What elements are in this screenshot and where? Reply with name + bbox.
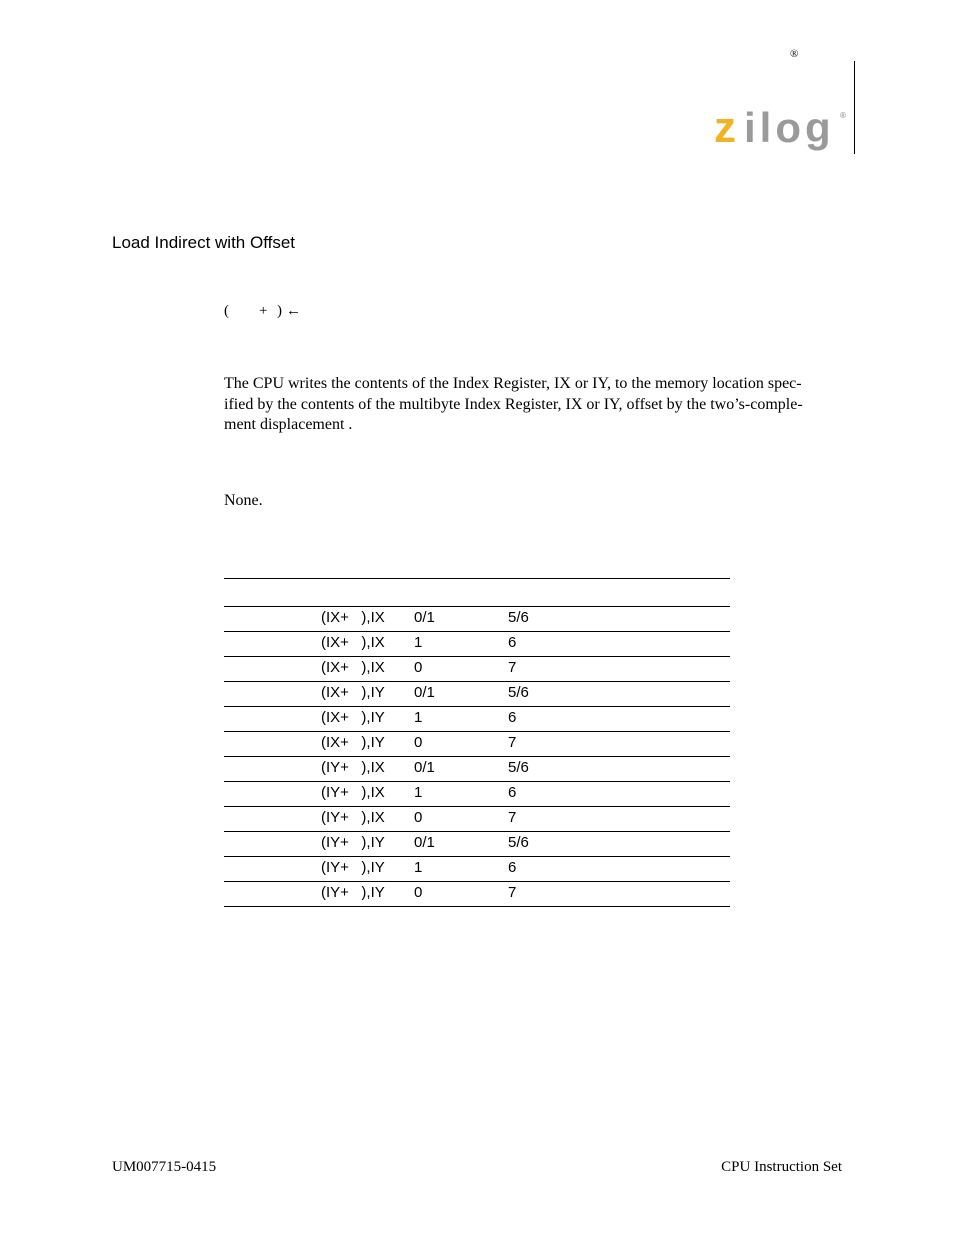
value-cell: 7 xyxy=(508,659,517,676)
table-row xyxy=(224,632,730,657)
value-cell: 0/1 xyxy=(414,834,435,851)
value-cell: 6 xyxy=(508,634,517,651)
table-row xyxy=(224,757,730,782)
value-cell: 6 xyxy=(508,709,517,726)
operand-cell: (IX+ ),IY xyxy=(321,684,385,701)
table-row xyxy=(224,607,730,632)
logo-registered: ® xyxy=(840,111,846,120)
zilog-logo xyxy=(714,104,848,158)
operation-arrow: ← xyxy=(286,303,301,319)
table-row xyxy=(224,707,730,732)
table-row xyxy=(224,732,730,757)
operand-cell: (IX+ ),IY xyxy=(321,709,385,726)
operand-cell: (IY+ ),IX xyxy=(321,784,385,801)
value-cell: 5/6 xyxy=(508,759,529,776)
table-row xyxy=(224,857,730,882)
operand-cell: (IY+ ),IY xyxy=(321,859,385,876)
value-cell: 0/1 xyxy=(414,684,435,701)
description-line: The CPU writes the contents of the Index Register, IX or IY, to the memory location spec- xyxy=(224,375,802,392)
operand-cell: (IY+ ),IX xyxy=(321,759,385,776)
value-cell: 1 xyxy=(414,709,423,726)
operation-open-paren: ( xyxy=(224,303,229,319)
value-cell: 0 xyxy=(414,734,423,751)
value-cell: 0 xyxy=(414,659,423,676)
value-cell: 0/1 xyxy=(414,759,435,776)
value-cell: 1 xyxy=(414,634,423,651)
value-cell: 0 xyxy=(414,809,423,826)
description-paragraph xyxy=(224,374,844,436)
table-row xyxy=(224,832,730,857)
value-cell: 1 xyxy=(414,784,423,801)
section-title: Load Indirect with Offset xyxy=(112,233,296,252)
footer-doc-id: UM007715-0415 xyxy=(112,1159,217,1175)
operand-cell: (IX+ ),IX xyxy=(321,609,385,626)
description-line: ment displacement . xyxy=(224,416,353,433)
table-row xyxy=(224,807,730,832)
operand-cell: (IX+ ),IY xyxy=(321,734,385,751)
operand-cell: (IX+ ),IX xyxy=(321,634,385,651)
logo-z: z xyxy=(714,104,736,152)
value-cell: 6 xyxy=(508,784,517,801)
registered-mark: ® xyxy=(790,48,799,60)
footer-section-name: CPU Instruction Set xyxy=(721,1159,842,1175)
value-cell: 5/6 xyxy=(508,609,529,626)
value-cell: 0 xyxy=(414,884,423,901)
operation-close-paren: ) xyxy=(277,303,282,319)
operand-cell: (IY+ ),IY xyxy=(321,834,385,851)
table-row xyxy=(224,882,730,907)
value-cell: 0/1 xyxy=(414,609,435,626)
table-row xyxy=(224,682,730,707)
operand-cell: (IY+ ),IY xyxy=(321,884,385,901)
value-cell: 7 xyxy=(508,734,517,751)
value-cell: 7 xyxy=(508,884,517,901)
operand-cell: (IY+ ),IX xyxy=(321,809,385,826)
description-line: ified by the contents of the multibyte Index Register, IX or IY, offset by the two’s-comple- xyxy=(224,395,803,413)
table-header-row xyxy=(224,578,730,607)
operand-cell: (IX+ ),IX xyxy=(321,659,385,676)
value-cell: 5/6 xyxy=(508,834,529,851)
table-row xyxy=(224,657,730,682)
logo-ilog: ilog xyxy=(744,104,835,151)
value-cell: 5/6 xyxy=(508,684,529,701)
value-cell: 6 xyxy=(508,859,517,876)
value-cell: 1 xyxy=(414,859,423,876)
condition-bits-text: None. xyxy=(224,492,263,509)
table-row xyxy=(224,782,730,807)
header-divider xyxy=(854,61,855,154)
value-cell: 7 xyxy=(508,809,517,826)
operation-plus: + xyxy=(259,303,268,319)
